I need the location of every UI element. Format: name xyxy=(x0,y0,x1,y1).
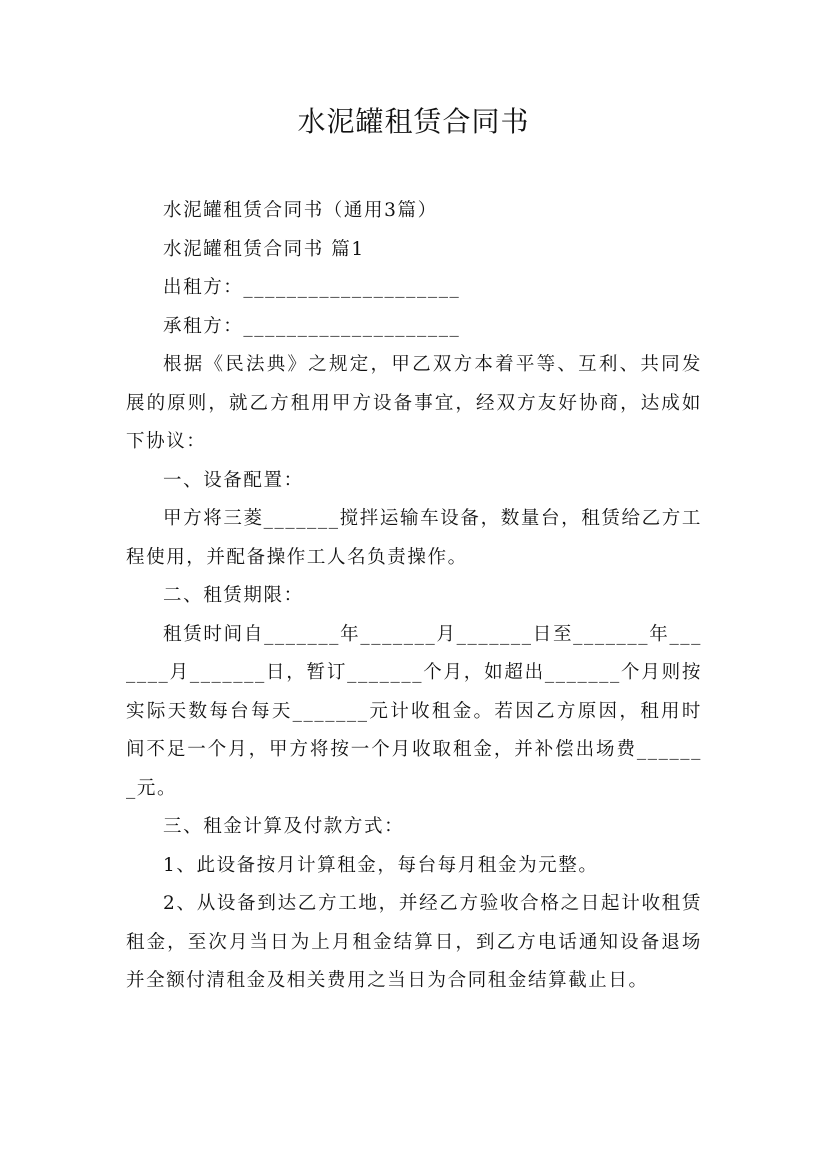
clause-payment-item-2: 2、从设备到达乙方工地，并经乙方验收合格之日起计收租赁租金，至次月当日为上月租金结算日，到乙方电话通知设备退场并全额付清租金及相关费用之当日为合同租金结算截止日。 xyxy=(126,893,702,991)
clause-heading-term: 二、租赁期限： xyxy=(163,585,304,606)
lessor-line: 出租方：____________________ xyxy=(163,277,461,298)
clause-payment-item-1: 1、此设备按月计算租金，每台每月租金为元整。 xyxy=(163,854,599,876)
preamble-paragraph: 根据《民法典》之规定，甲乙双方本着平等、互利、共同发展的原则，就乙方租用甲方设备事宜，经双方友好协商，达成如下协议： xyxy=(126,354,702,452)
lessee-line: 承租方：____________________ xyxy=(163,315,461,337)
clause-heading-equipment: 一、设备配置： xyxy=(163,469,304,491)
clause-equipment-text: 甲方将三菱_______搅拌运输车设备，数量台，租赁给乙方工程使用，并配备操作工人名负责操作。 xyxy=(126,508,702,568)
subtitle-paragraph: 水泥罐租赁合同书（通用3篇） xyxy=(163,200,438,221)
document-body xyxy=(126,192,702,1001)
clause-term-text: 租赁时间自_______年_______月_______日至_______年_______月_______日，暂订_______个月，如超出_______个月则按实际天数每台每天_______元计收租金。若因乙方原因，租用时间不足一个月，甲方将按一个月收取租金，并补偿出场费_______元。 xyxy=(126,623,702,799)
clause-heading-payment: 三、租金计算及付款方式： xyxy=(163,816,405,837)
section-heading-part1: 水泥罐租赁合同书 篇1 xyxy=(163,238,365,260)
document-title: 水泥罐租赁合同书 xyxy=(297,105,530,138)
